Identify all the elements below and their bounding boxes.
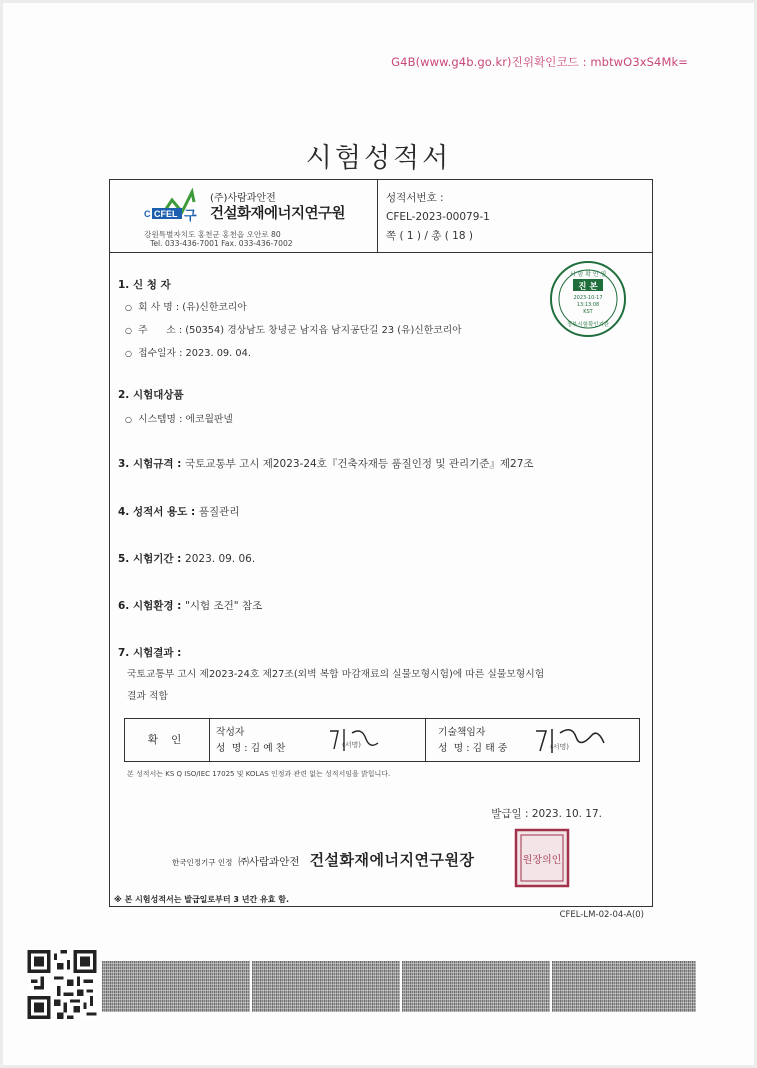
section-period — [118, 551, 255, 566]
validity-note: ※ 본 시험성적서는 발급일로부터 3 년간 유효 함. — [114, 895, 289, 904]
section-standard-heading: 3. 시험규격 : — [118, 458, 182, 470]
issuer-company: ㈜사람과안전 — [238, 856, 300, 868]
tech-signature-icon — [532, 723, 608, 759]
tech-cell — [426, 719, 639, 761]
kolas-note: 본 성적서는 KS Q ISO/IEC 17025 및 KOLAS 인정과 관련 없는 성적서임을 밝힙니다. — [127, 770, 391, 778]
applicant-address-value: (50354) 경상남도 창녕군 남지읍 남지공단길 23 (유)신한코리아 — [185, 325, 462, 336]
barcode-1 — [102, 961, 250, 1012]
stamp-code: KST — [583, 309, 593, 315]
section-target-heading: 2. 시험대상품 — [118, 389, 184, 401]
applicant-company: ○ 회 사 명 : (유)신한코리아 — [125, 302, 247, 313]
writer-name: 성 명 : 김 예 찬 — [216, 743, 286, 754]
org-address: 강원특별자치도 홍천군 홍천읍 오안로 80 — [144, 230, 281, 239]
confirm-label: 확 인 — [125, 719, 210, 761]
applicant-address: ○ 주 소 : (50354) 경상남도 창녕군 남지읍 남지공단길 23 (유)신한코리아 — [125, 325, 462, 336]
confirmation-table — [124, 718, 640, 762]
svg-text:C: C — [144, 209, 151, 219]
writer-sign-note: (서명) — [342, 741, 361, 749]
section-period-value: 2023. 09. 06. — [185, 553, 256, 565]
section-applicant-heading: 1. 신 청 자 — [118, 279, 171, 291]
org-tel-fax: Tel. 033-436-7001 Fax. 033-436-7002 — [150, 239, 293, 248]
stamp-ring-text: 시 험 확 인 필 — [569, 271, 607, 278]
result-line-1: 국토교통부 고시 제2023-24호 제27조(외벽 복합 마감재료의 실물모형시험)에 따른 실물모형시험 — [127, 669, 545, 680]
stamp-date: 2023-10-17 — [573, 295, 603, 301]
applicant-address-label: 주 소 : — [138, 325, 183, 336]
report-number-box — [378, 180, 652, 253]
writer-title: 작성자 — [216, 727, 245, 738]
verification-code: G4B(www.g4b.go.kr)진위확인코드 : mbtwO3xS4Mk= — [391, 55, 688, 69]
qr-code-icon — [27, 950, 97, 1019]
issue-date: 발급일 : 2023. 10. 17. — [491, 808, 602, 820]
stamp-time: 13:13:08 — [576, 302, 600, 308]
report-frame — [109, 179, 653, 907]
target-system: ○ 시스템명 : 에코월판넬 — [125, 414, 233, 425]
section-environment — [118, 598, 262, 613]
barcode-2 — [252, 961, 400, 1012]
applicant-company-label: 회 사 명 : — [138, 302, 180, 313]
writer-signature-icon — [322, 723, 382, 757]
document-title: 시험성적서 — [305, 143, 452, 174]
document-page — [3, 3, 754, 1065]
barcode-3 — [402, 961, 550, 1012]
issuer-accreditor: 한국인정기구 인정 — [172, 858, 233, 867]
tech-name: 성 명 : 김 태 중 — [438, 743, 508, 754]
verification-stamp-icon — [548, 259, 628, 339]
seal-text: 원장의인 — [522, 855, 562, 866]
applicant-received: ○ 접수일자 : 2023. 09. 04. — [125, 348, 251, 359]
issuer-institute: 건설화재에너지연구원장 — [309, 851, 475, 869]
issuer-header — [110, 180, 378, 253]
applicant-company-value: (유)신한코리아 — [182, 302, 247, 313]
stamp-bottom: 정부시험확인기관 — [566, 322, 610, 328]
tech-title: 기술책임자 — [438, 727, 486, 738]
section-standard — [118, 456, 534, 471]
svg-text:구: 구 — [184, 208, 197, 223]
report-number-label: 성적서번호 : — [386, 192, 444, 204]
section-environment-heading: 6. 시험환경 : — [118, 600, 182, 612]
result-line-2: 결과 적합 — [127, 691, 168, 702]
page-info: 쪽 ( 1 ) / 총 ( 18 ) — [386, 230, 473, 242]
tech-sign-note: (서명) — [550, 743, 569, 751]
stamp-center: 진 본 — [578, 282, 598, 292]
report-number: CFEL-2023-00079-1 — [386, 211, 490, 223]
applicant-received-value: 2023. 09. 04. — [185, 348, 251, 359]
target-system-label: 시스템명 : — [138, 414, 183, 425]
section-purpose-heading: 4. 성적서 용도 : — [118, 506, 196, 518]
section-purpose — [118, 504, 239, 519]
org-subtitle: (주)사람과안전 — [210, 193, 276, 204]
section-standard-value: 국토교통부 고시 제2023-24호『건축자재등 품질인정 및 관리기준』제27조 — [185, 458, 534, 470]
logo-text: CFEL — [154, 209, 178, 219]
form-code: CFEL-LM-02-04-A(0) — [559, 910, 644, 920]
writer-cell — [210, 719, 426, 761]
barcode-4 — [552, 961, 696, 1012]
target-system-value: 에코월판넬 — [185, 414, 233, 425]
section-period-heading: 5. 시험기간 : — [118, 553, 182, 565]
cfel-logo-icon — [142, 188, 208, 224]
applicant-received-label: 접수일자 : — [138, 348, 183, 359]
section-result-heading: 7. 시험결과 : — [118, 647, 182, 659]
issuer-line — [172, 849, 474, 870]
official-seal-icon — [514, 828, 570, 888]
section-environment-value: "시험 조건" 참조 — [185, 600, 263, 612]
section-purpose-value: 품질관리 — [198, 506, 240, 518]
org-name: 건설화재에너지연구원 — [210, 206, 346, 222]
